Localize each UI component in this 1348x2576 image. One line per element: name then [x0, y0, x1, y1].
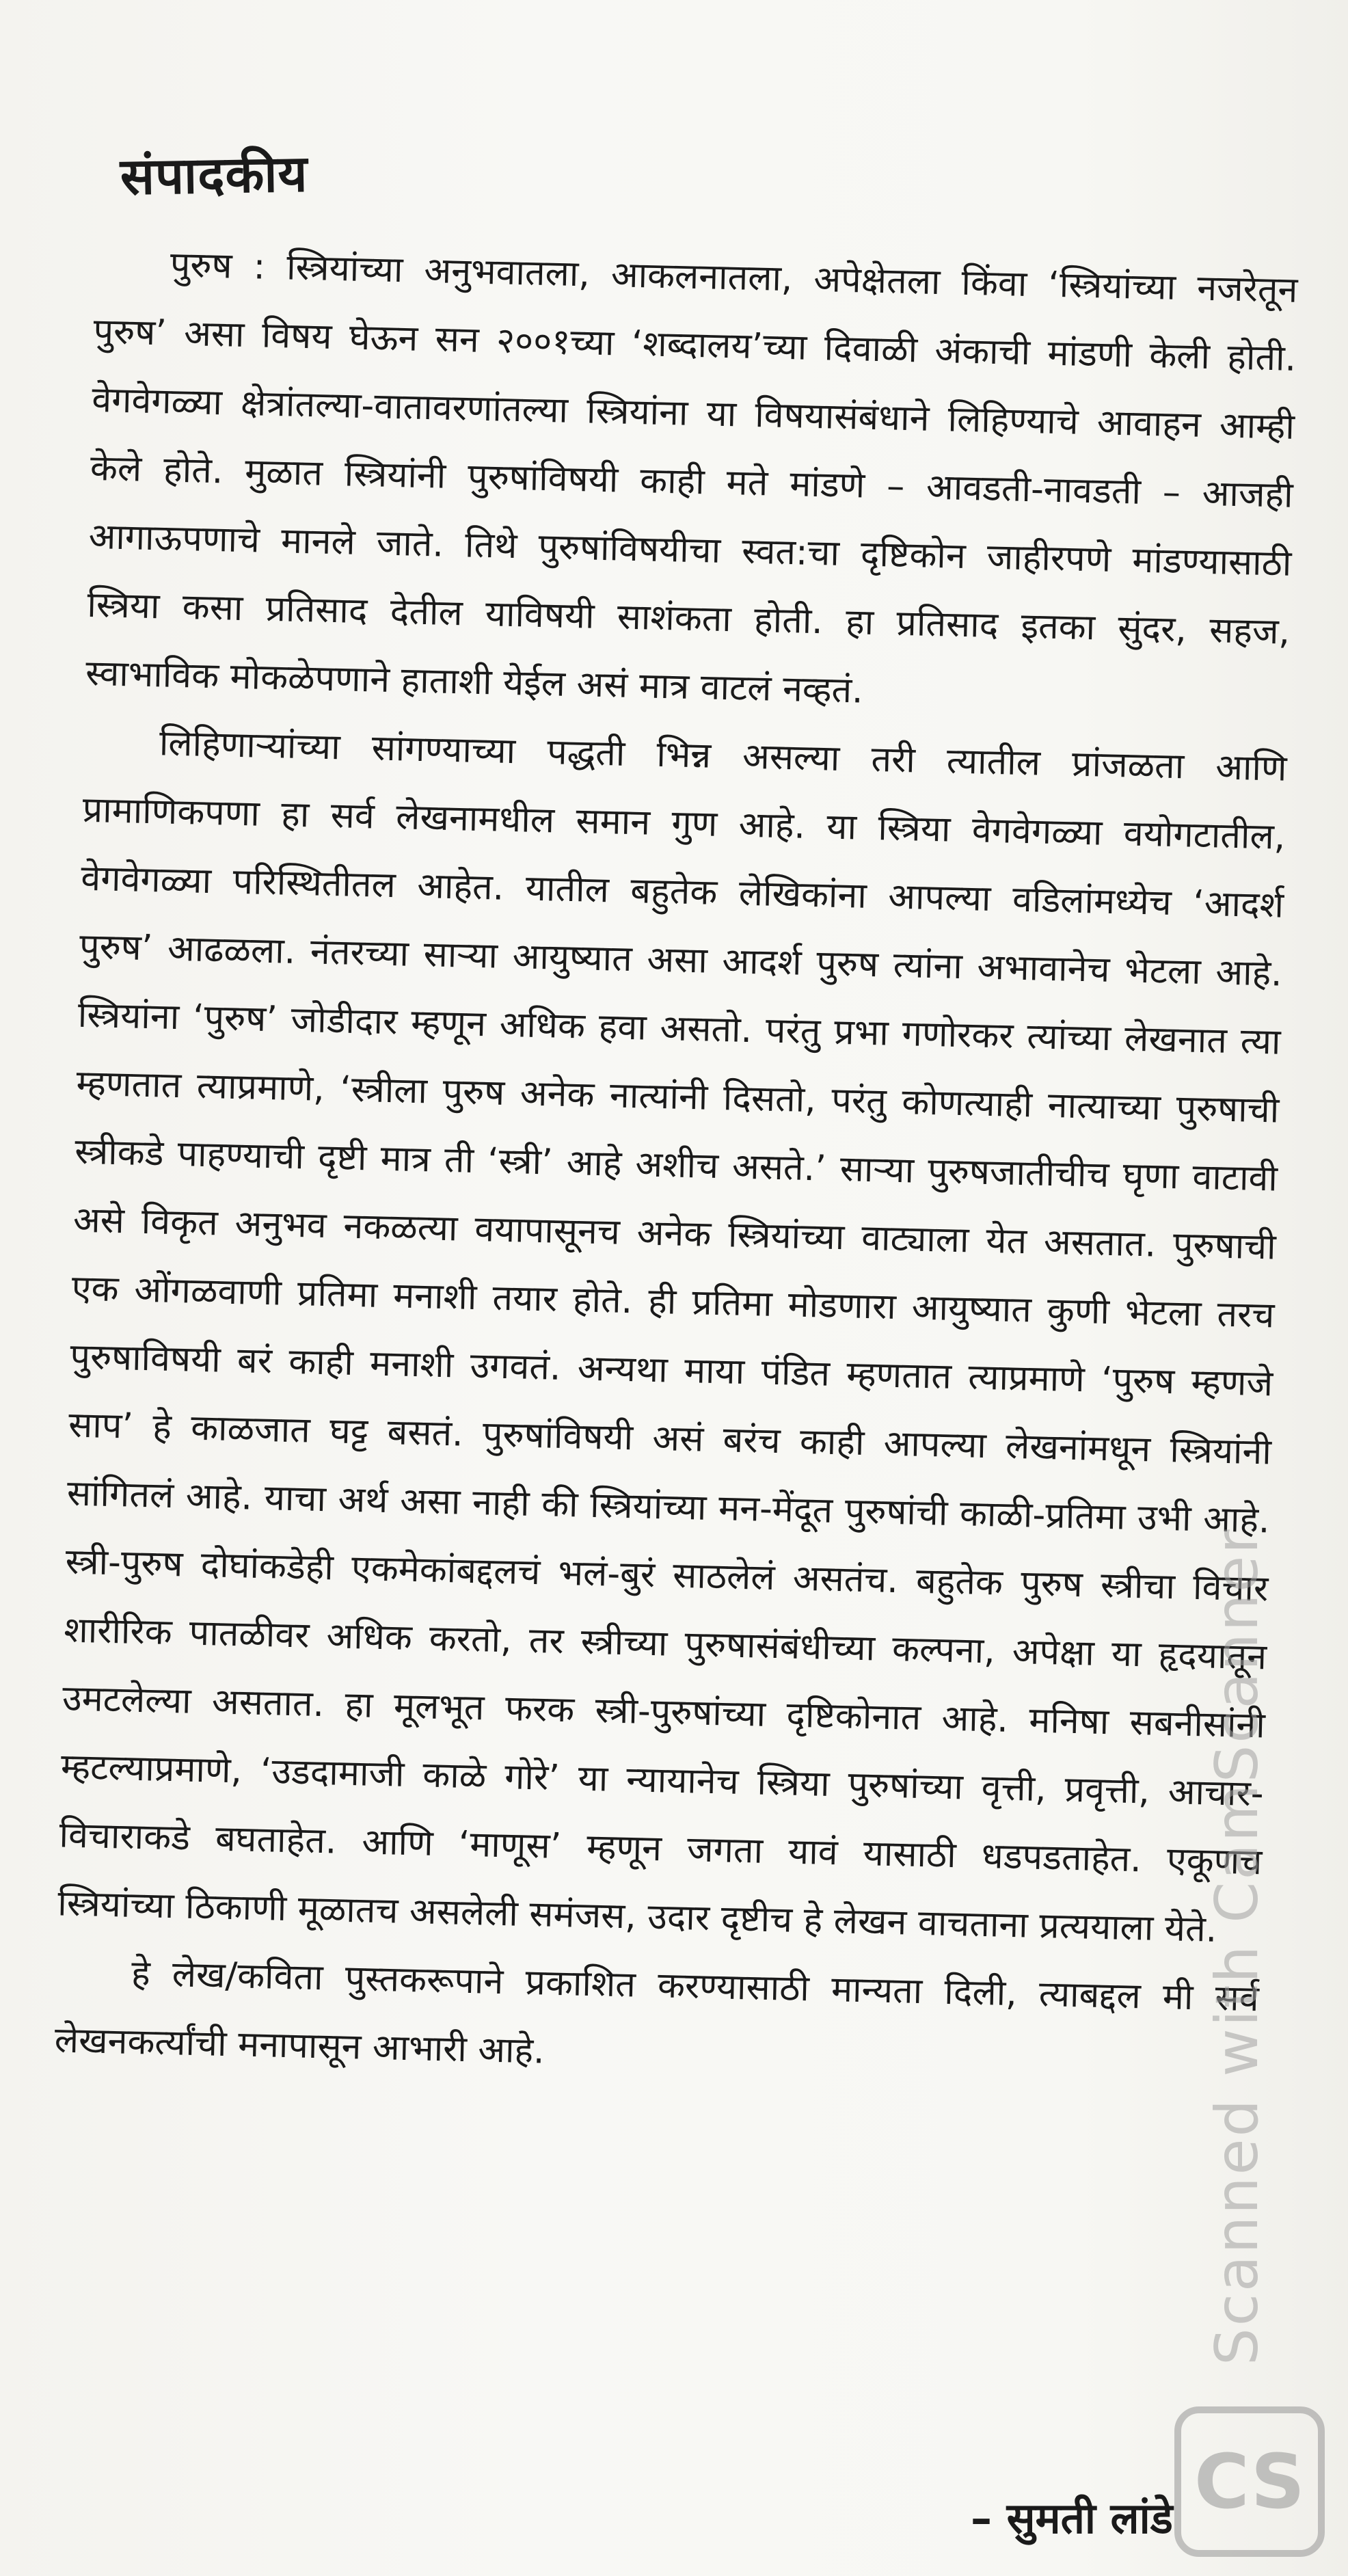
paragraph-2: लिहिणाऱ्यांच्या सांगण्याच्या पद्धती भिन्न असल्या तरी त्यातील प्रांजळता आणि प्रामाणिकपणा हा सर्व लेखनामधील समान गुण आहे. या स्त्रिया वेगवेगळ्या वयोगटातील, वेगवेगळ्या परिस्थितीतल आहेत. यातील बहुतेक लेखिकांना आपल्या वडिलांमध्येच ‘आदर्श पुरुष’ आढळला. नंतरच्या साऱ्या आयुष्यात असा आदर्श पुरुष त्यांना अभावानेच भेटला आहे. स्त्रियांना ‘पुरुष’ जोडीदार म्हणून अधिक हवा असतो. परंतु प्रभा गणोरकर त्यांच्या लेखनात त्या म्हणतात त्याप्रमाणे, ‘स्त्रीला पुरुष अनेक नात्यांनी दिसतो, परंतु कोणत्याही नात्याच्या पुरुषाची स्त्रीकडे पाहण्याची दृष्टी मात्र ती ‘स्त्री’ आहे अशीच असते.’ साऱ्या पुरुषजातीचीच घृणा वाटावी असे विकृत अनुभव नकळत्या वयापासूनच अनेक स्त्रियांच्या वाट्याला येत असतात. पुरुषाची एक ओंगळवाणी प्रतिमा मनाशी तयार होते. ही प्रतिमा मोडणारा आयुष्यात कुणी भेटला तरच पुरुषाविषयी बरं काही मनाशी उगवतं. अन्यथा माया पंडित म्हणतात त्याप्रमाणे ‘पुरुष म्हणजे साप’ हे काळजात घट्ट बसतं. पुरुषांविषयी असं बरंच काही आपल्या लेखनांमधून स्त्रियांनी सांगितलं आहे. याचा अर्थ असा नाही की स्त्रियांच्या मन-मेंदूत पुरुषांची काळी-प्रतिमा उभी आहे. स्त्री-पुरुष दोघांकडेही एकमेकांबद्दलचं भलं-बुरं साठलेलं असतंच. बहुतेक पुरुष स्त्रीचा विचार शारीरिक पातळीवर अधिक करतो, तर स्त्रीच्या पुरुषासंबंधीच्या कल्पना, अपेक्षा या हृदयातून उमटलेल्या असतात. हा मूलभूत फरक स्त्री-पुरुषांच्या दृष्टिकोनात आहे. मनिषा सबनीसांनी म्हटल्याप्रमाणे, ‘उडदामाजी काळे गोरे’ या न्यायानेच स्त्रिया पुरुषांच्या वृत्ती, प्रवृत्ती, आचार-विचाराकडे बघताहेत. आणि ‘माणूस’ म्हणून जगता यावं यासाठी धडपडताहेत. एकूणच स्त्रियांच्या ठिकाणी मूळातच असलेली समंजस, उदार दृष्टीच हे लेखन वाचताना प्रत्ययाला येते.	[57, 723, 1288, 1950]
page-heading: संपादकीय	[120, 144, 309, 206]
paragraph-1: पुरुष : स्त्रियांच्या अनुभवातला, आकलनातला, अपेक्षेतला किंवा ‘स्त्रियांच्या नजरेतून पुरुष’ असा विषय घेऊन सन २००१च्या ‘शब्दालय’च्या दिवाळी अंकाची मांडणी केली होती. वेगवेगळ्या क्षेत्रांतल्या-वातावरणांतल्या स्त्रियांना या विषयासंबंधाने लिहिण्याचे आवाहन आम्ही केले होते. मुळात स्त्रियांनी पुरुषांविषयी काही मते मांडणे – आवडती-नावडती – आजही आगाऊपणाचे मानले जाते. तिथे पुरुषांविषयीचा स्वत:चा दृष्टिकोन जाहीरपणे मांडण्यासाठी स्त्रिया कसा प्रतिसाद देतील याविषयी साशंकता होती. हा प्रतिसाद इतका सुंदर, सहज, स्वाभाविक मोकळेपणाने हाताशी येईल असं मात्र वाटलं नव्हतं.	[85, 244, 1299, 712]
scanner-logo-icon	[1174, 2406, 1325, 2557]
editorial-body	[54, 229, 1299, 2102]
author-signature: – सुमती लांडे	[971, 2493, 1173, 2543]
scanner-watermark-text: Scanned with CamScanner	[1203, 1527, 1271, 2365]
scanner-logo-text: CS	[1194, 2438, 1305, 2525]
paragraph-3: हे लेख/कविता पुस्तकरूपाने प्रकाशित करण्यासाठी मान्यता दिली, त्याबद्दल मी सर्व लेखनकर्त्यांची मनापासून आभारी आहे.	[54, 1953, 1260, 2072]
